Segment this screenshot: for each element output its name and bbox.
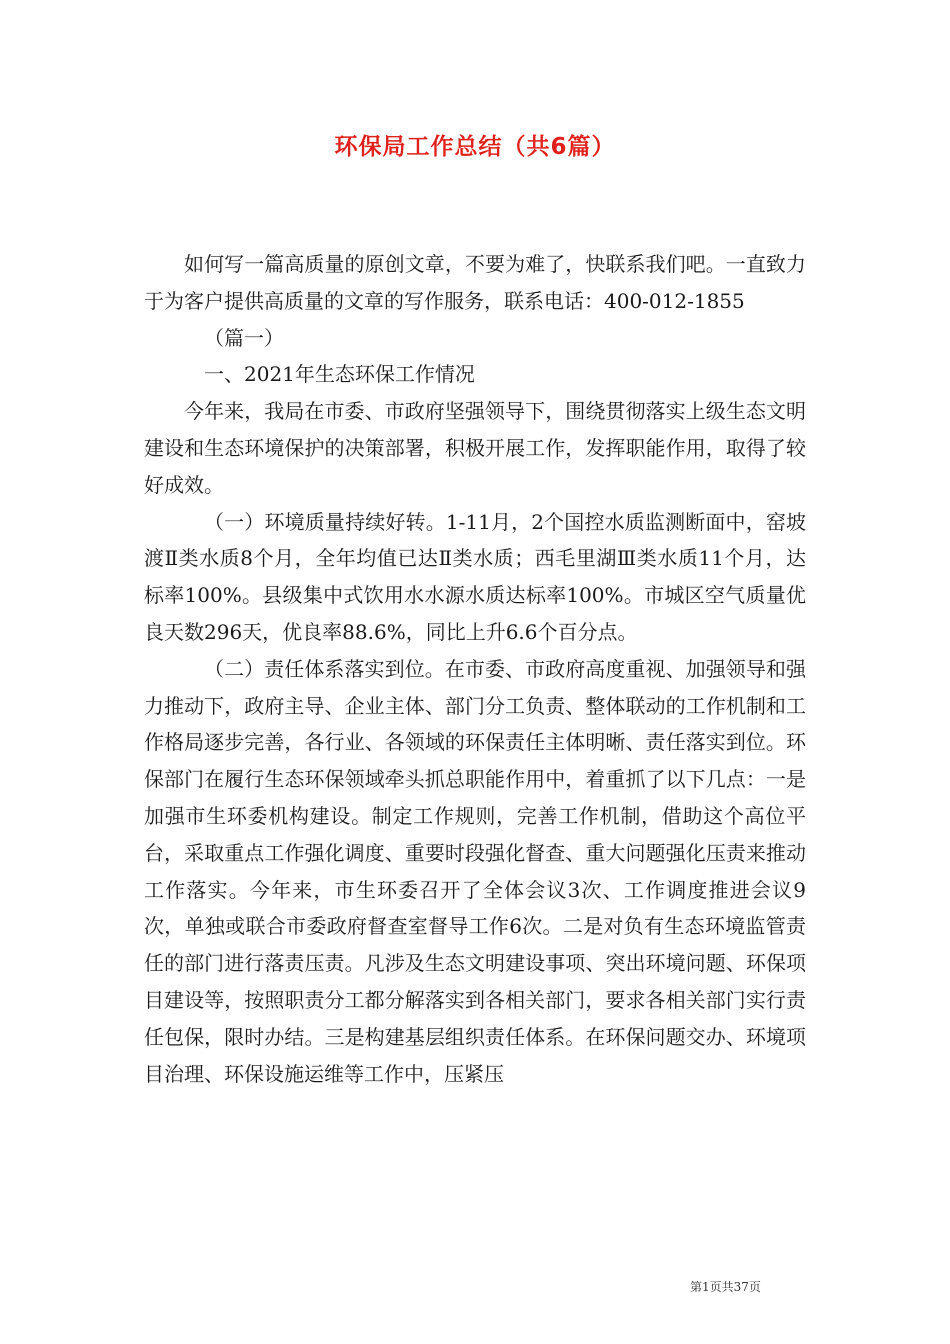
section-heading: 一、2021年生态环保工作情况: [204, 362, 475, 387]
body-paragraph: 今年来，我局在市委、市政府坚强领导下，围绕贯彻落实上级生态文明建设和生态环境保护的决策部署，积极开展工作，发挥职能作用，取得了较好成效。: [144, 399, 806, 497]
chapter-label: （篇一）: [204, 325, 284, 350]
body-paragraph: （二）责任体系落实到位。在市委、市政府高度重视、加强领导和强力推动下，政府主导、企业主体、部门分工负责、整体联动的工作机制和工作格局逐步完善，各行业、各领域的环保责任主体明晰、责任落实到位。环保部门在履行生态环保领域牵头抓总职能作用中，着重抓了以下几点：一是加强市生环委机构建设。制定工作规则，完善工作机制，借助这个高位平台，采取重点工作强化调度、重要时段强化督查、重大问题强化压责来推动工作落实。今年来，市生环委召开了全体会议3次、工作调度推进会议9次，单独或联合市委政府督查室督导工作6次。二是对负有生态环境监管责任的部门进行落责压责。凡涉及生态文明建设事项、突出环境问题、环保项目建设等，按照职责分工都分解落实到各相关部门，要求各相关部门实行责任包保，限时办结。三是构建基层组织责任体系。在环保问题交办、环境项目治理、环保设施运维等工作中，压紧压: [144, 656, 806, 1086]
document-body: [144, 246, 806, 1092]
intro-paragraph: 如何写一篇高质量的原创文章，不要为难了，快联系我们吧。一直致力于为客户提供高质量的文章的写作服务，联系电话：400-012-1855: [144, 252, 806, 313]
document-title: 环保局工作总结（共6篇）: [334, 134, 616, 160]
body-paragraph: （一）环境质量持续好转。1-11月，2个国控水质监测断面中，窑坡渡Ⅱ类水质8个月，全年均值已达Ⅱ类水质；西毛里湖Ⅲ类水质11个月，达标率100%。县级集中式饮用水水源水质达标率100%。市城区空气质量优良天数296天，优良率88.6%，同比上升6.6个百分点。: [144, 509, 806, 644]
page-number: 第1页共37页: [690, 1280, 761, 1294]
